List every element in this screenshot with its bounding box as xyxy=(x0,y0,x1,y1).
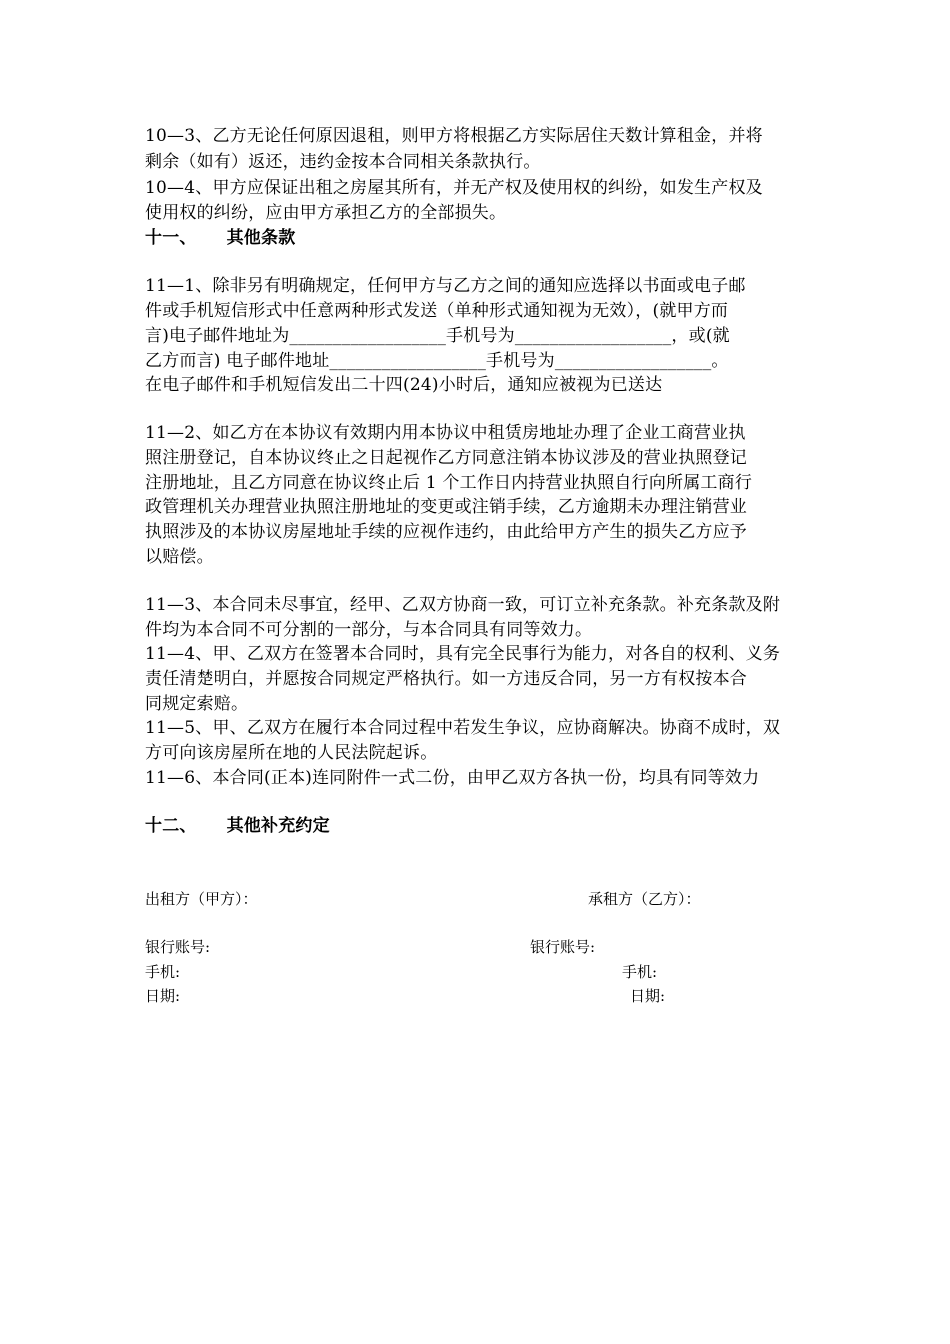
clause-10-4-line-2: 使用权的纠纷，应由甲方承担乙方的全部损失。 xyxy=(145,203,507,223)
clause-11-2-line-3: 注册地址，且乙方同意在协议终止后 1 个工作日内持营业执照自行向所属工商行 xyxy=(145,473,753,493)
clause-11-1-line-3: 言)电子邮件地址为__________________手机号为__________________，或(就 xyxy=(145,326,730,346)
clause-11-2-line-6: 以赔偿。 xyxy=(145,547,214,567)
clause-11-2-line-4: 政管理机关办理营业执照注册地址的变更或注销手续，乙方逾期未办理注销营业 xyxy=(145,497,747,517)
clause-11-5-line-1: 11—5、甲、乙双方在履行本合同过程中若发生争议，应协商解决。协商不成时，双 xyxy=(145,718,781,738)
clause-10-3-line-1: 10—3、乙方无论任何原因退租，则甲方将根据乙方实际居住天数计算租金，并将 xyxy=(145,126,763,146)
clause-11-2-line-5: 执照涉及的本协议房屋地址手续的应视作违约，由此给甲方产生的损失乙方应予 xyxy=(145,522,747,542)
clause-11-4-line-3: 同规定索赔。 xyxy=(145,694,249,714)
lessor-date: 日期: xyxy=(145,987,181,1005)
clause-11-1-line-2: 件或手机短信形式中任意两种形式发送（单种形式通知视为无效），(就甲方而 xyxy=(145,301,729,321)
clause-11-1-line-1: 11—1、除非另有明确规定，任何甲方与乙方之间的通知应选择以书面或电子邮 xyxy=(145,276,746,296)
clause-11-2-line-1: 11—2、如乙方在本协议有效期内用本协议中租赁房地址办理了企业工商营业执 xyxy=(145,423,746,443)
clause-11-4-line-2: 责任清楚明白，并愿按合同规定严格执行。如一方违反合同，另一方有权按本合 xyxy=(145,669,747,689)
clause-10-3-line-2: 剩余（如有）返还，违约金按本合同相关条款执行。 xyxy=(145,152,541,172)
lessor-label: 出租方（甲方）： xyxy=(145,890,258,908)
clause-10-4-line-1: 10—4、甲方应保证出租之房屋其所有，并无产权及使用权的纠纷，如发生产权及 xyxy=(145,178,763,198)
clause-11-3-line-2: 件均为本合同不可分割的一部分，与本合同具有同等效力。 xyxy=(145,620,593,640)
section-11-title: 其他条款 xyxy=(226,228,296,248)
lessee-phone: 手机: xyxy=(622,963,658,981)
clause-11-3-line-1: 11—3、本合同未尽事宜，经甲、乙双方协商一致，可订立补充条款。补充条款及附 xyxy=(145,595,781,615)
lessor-bank-account: 银行账号: xyxy=(145,938,211,956)
section-11-heading xyxy=(145,226,295,250)
clause-11-6-line-1: 11—6、本合同(正本)连同附件一式二份，由甲乙双方各执一份，均具有同等效力 xyxy=(145,768,760,788)
lessor-phone: 手机: xyxy=(145,963,181,981)
lessee-label: 承租方（乙方）： xyxy=(588,890,701,908)
lessee-bank-account: 银行账号: xyxy=(530,938,596,956)
clause-11-1-line-5: 在电子邮件和手机短信发出二十四(24)小时后，通知应被视为已送达 xyxy=(145,375,663,395)
clause-11-2-line-2: 照注册登记，自本协议终止之日起视作乙方同意注销本协议涉及的营业执照登记 xyxy=(145,448,747,468)
section-11-number: 十一、 xyxy=(145,228,197,248)
lessee-date: 日期: xyxy=(630,987,666,1005)
section-12-heading xyxy=(145,814,330,838)
clause-11-1-line-4: 乙方而言) 电子邮件地址__________________手机号为__________________。 xyxy=(145,351,729,371)
section-12-title: 其他补充约定 xyxy=(226,816,330,836)
clause-11-5-line-2: 方可向该房屋所在地的人民法院起诉。 xyxy=(145,743,438,763)
clause-11-4-line-1: 11—4、甲、乙双方在签署本合同时，具有完全民事行为能力，对各自的权利、义务 xyxy=(145,644,781,664)
section-12-number: 十二、 xyxy=(145,816,197,836)
